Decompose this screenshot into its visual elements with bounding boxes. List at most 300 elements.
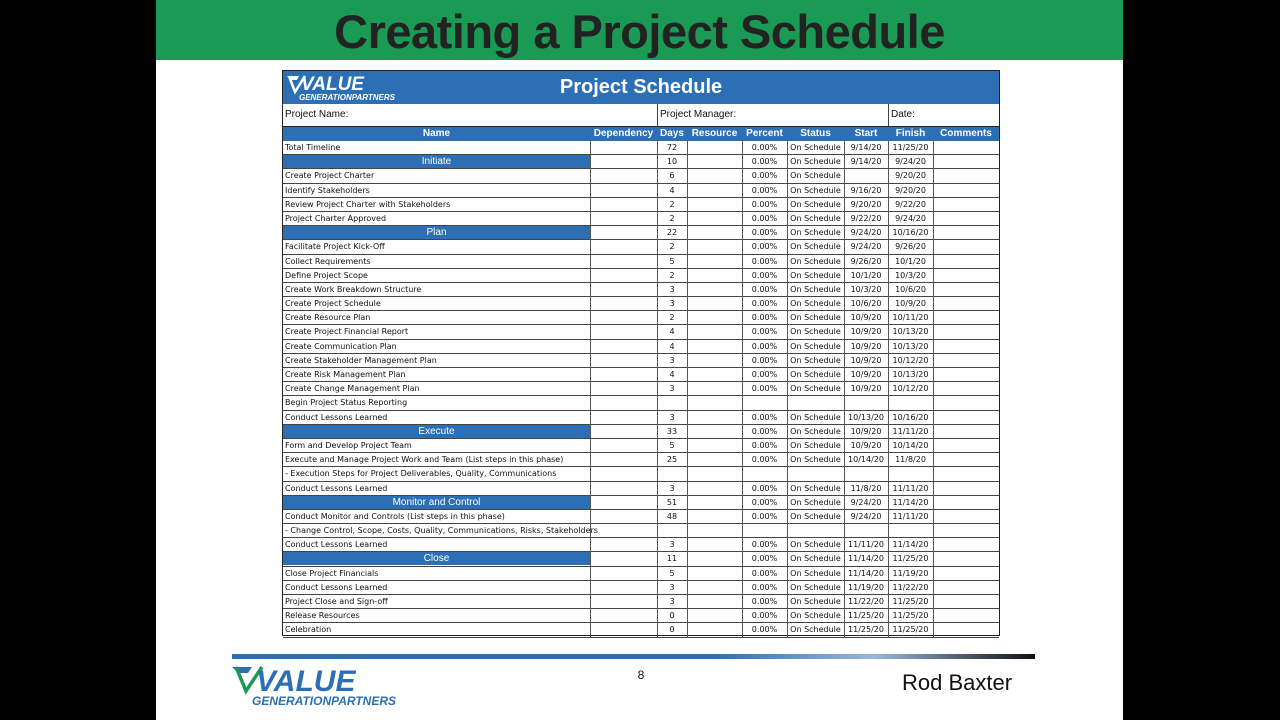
cell-start[interactable]: 10/13/20 xyxy=(848,412,884,422)
table-row xyxy=(283,510,999,524)
cell-start[interactable]: 11/8/20 xyxy=(850,483,882,493)
cell-finish[interactable] xyxy=(888,396,933,409)
cell-days[interactable]: 25 xyxy=(666,455,678,465)
cell-border xyxy=(687,184,688,198)
cell-percent[interactable]: 0.00% xyxy=(751,582,778,592)
cell-status[interactable]: On Schedule xyxy=(790,597,841,606)
table-row xyxy=(283,595,999,609)
cell-name[interactable]: Create Communication Plan xyxy=(285,341,397,351)
cell-finish[interactable]: 10/13/20 xyxy=(892,327,929,337)
cell-border xyxy=(933,198,934,212)
cell-days[interactable]: 48 xyxy=(666,511,678,521)
cell-border xyxy=(687,595,688,609)
cell-status[interactable]: On Schedule xyxy=(790,213,841,223)
cell-start[interactable]: 10/9/20 xyxy=(850,440,882,450)
cell-finish[interactable]: 11/14/20 xyxy=(892,497,929,507)
cell-border xyxy=(590,453,591,467)
cell-days[interactable]: 10 xyxy=(666,157,678,167)
cell-start[interactable]: 10/9/20 xyxy=(850,370,882,379)
cell-border xyxy=(687,524,688,538)
cell-start[interactable]: 9/20/20 xyxy=(850,199,882,209)
cell-border xyxy=(933,340,934,354)
cell-name[interactable]: Form and Develop Project Team xyxy=(285,440,412,450)
cell-border xyxy=(590,212,591,226)
cell-start[interactable] xyxy=(844,524,888,537)
cell-border xyxy=(687,226,688,240)
cell-name[interactable]: Close Project Financials xyxy=(285,568,379,578)
cell-border xyxy=(933,255,934,269)
cell-days[interactable]: 3 xyxy=(669,582,675,592)
cell-name[interactable]: Review Project Charter with Stakeholders xyxy=(285,199,451,209)
cell-days[interactable]: 11 xyxy=(666,554,678,564)
cell-percent[interactable]: 0.00% xyxy=(751,228,778,238)
table-row xyxy=(283,538,999,552)
cell-percent[interactable]: 0.00% xyxy=(751,511,778,521)
footer-logo-sub: GENERATIONPARTNERS xyxy=(252,694,397,708)
cell-border xyxy=(933,283,934,297)
project-name-field[interactable]: Project Name: xyxy=(283,104,658,126)
cell-status[interactable]: On Schedule xyxy=(790,299,841,309)
cell-finish[interactable]: 9/24/20 xyxy=(895,213,926,223)
cell-finish[interactable]: 11/11/20 xyxy=(892,426,929,436)
cell-finish[interactable]: 11/25/20 xyxy=(892,597,929,606)
cell-start[interactable]: 9/14/20 xyxy=(850,157,882,167)
cell-name[interactable]: Initiate xyxy=(283,155,590,168)
cell-name[interactable]: Create Risk Management Plan xyxy=(285,370,406,379)
cell-percent[interactable]: 0.00% xyxy=(751,412,778,422)
cell-status[interactable] xyxy=(787,524,844,537)
cell-finish[interactable] xyxy=(888,524,933,537)
cell-percent[interactable]: 0.00% xyxy=(751,341,778,351)
cell-border xyxy=(687,482,688,496)
cell-finish[interactable]: 11/11/20 xyxy=(892,483,929,493)
cell-name[interactable]: - Execution Steps for Project Deliverables, Quality, Communications xyxy=(285,469,557,479)
col-comments: Comments xyxy=(940,128,992,139)
table-row xyxy=(283,141,999,155)
cell-status[interactable]: On Schedule xyxy=(790,242,841,252)
cell-border xyxy=(687,581,688,595)
sheet-logo-sub: GENERATIONPARTNERS xyxy=(299,93,396,102)
cell-name[interactable]: Identify Stakeholders xyxy=(285,185,370,195)
cell-status[interactable]: On Schedule xyxy=(790,455,841,465)
slide xyxy=(156,0,1123,720)
cell-percent[interactable]: 0.00% xyxy=(751,171,778,181)
project-manager-field[interactable]: Project Manager: xyxy=(658,104,889,126)
cell-status[interactable]: On Schedule xyxy=(790,370,841,379)
cell-percent[interactable]: 0.00% xyxy=(751,597,778,606)
cell-percent[interactable]: 0.00% xyxy=(751,242,778,252)
cell-finish[interactable]: 11/14/20 xyxy=(892,540,929,550)
cell-border xyxy=(590,538,591,552)
table-row xyxy=(283,212,999,226)
cell-border xyxy=(687,340,688,354)
cell-name[interactable]: Create Stakeholder Management Plan xyxy=(285,355,437,365)
cell-start[interactable]: 11/14/20 xyxy=(848,568,884,578)
cell-border xyxy=(933,311,934,325)
cell-name[interactable]: Create Project Financial Report xyxy=(285,327,409,337)
cell-finish[interactable]: 10/11/20 xyxy=(892,313,929,323)
cell-border xyxy=(687,155,688,169)
sheet-header xyxy=(283,71,999,104)
cell-name[interactable]: Project Charter Approved xyxy=(285,213,387,223)
cell-status[interactable]: On Schedule xyxy=(790,540,841,550)
cell-finish[interactable]: 10/14/20 xyxy=(892,440,929,450)
cell-start[interactable]: 9/24/20 xyxy=(850,497,882,507)
cell-start[interactable]: 9/22/20 xyxy=(850,213,882,223)
date-field[interactable]: Date: xyxy=(891,109,915,120)
cell-percent[interactable]: 0.00% xyxy=(751,213,778,223)
cell-border xyxy=(933,382,934,396)
cell-name[interactable]: Release Resources xyxy=(285,611,360,621)
cell-days[interactable]: 72 xyxy=(666,143,678,152)
cell-status[interactable]: On Schedule xyxy=(790,625,841,635)
cell-name[interactable]: Execute and Manage Project Work and Team (List steps in this phase) xyxy=(285,455,564,465)
col-name: Name xyxy=(422,128,451,139)
cell-finish[interactable]: 11/8/20 xyxy=(895,455,926,465)
cell-border xyxy=(933,411,934,425)
cell-status[interactable]: On Schedule xyxy=(790,313,841,323)
cell-start[interactable]: 9/24/20 xyxy=(850,228,882,238)
cell-percent[interactable]: 0.00% xyxy=(751,568,778,578)
cell-status[interactable]: On Schedule xyxy=(790,355,841,365)
cell-status[interactable]: On Schedule xyxy=(790,228,841,238)
cell-start[interactable] xyxy=(844,467,888,480)
cell-border xyxy=(590,226,591,240)
cell-percent[interactable]: 0.00% xyxy=(751,299,778,309)
cell-start[interactable]: 11/22/20 xyxy=(848,597,884,606)
cell-border xyxy=(933,595,934,609)
cell-percent[interactable]: 0.00% xyxy=(751,284,778,294)
cell-finish[interactable]: 11/22/20 xyxy=(892,582,929,592)
cell-status[interactable]: On Schedule xyxy=(790,497,841,507)
cell-name[interactable]: Conduct Monitor and Controls (List steps in this phase) xyxy=(285,511,505,521)
cell-status[interactable]: On Schedule xyxy=(790,384,841,394)
cell-start[interactable]: 10/6/20 xyxy=(850,299,882,309)
cell-start[interactable]: 11/14/20 xyxy=(848,554,884,564)
cell-name[interactable]: Celebration xyxy=(285,625,332,635)
cell-status[interactable]: On Schedule xyxy=(790,440,841,450)
cell-days[interactable]: 3 xyxy=(669,284,675,294)
cell-days[interactable]: 51 xyxy=(666,497,678,507)
cell-name[interactable]: Conduct Lessons Learned xyxy=(285,483,388,493)
footer-logo-word: VALUE xyxy=(256,665,356,698)
cell-days[interactable]: 2 xyxy=(669,213,675,223)
cell-border xyxy=(933,439,934,453)
cell-border xyxy=(933,567,934,581)
cell-percent[interactable]: 0.00% xyxy=(751,327,778,337)
cell-border xyxy=(687,609,688,623)
cell-name[interactable]: Monitor and Control xyxy=(283,496,590,509)
cell-start[interactable]: 11/25/20 xyxy=(848,625,884,635)
footer-divider xyxy=(232,654,1035,659)
cell-days[interactable]: 33 xyxy=(666,426,678,436)
cell-status[interactable]: On Schedule xyxy=(790,426,841,436)
col-resource: Resource xyxy=(691,128,738,139)
cell-border xyxy=(590,482,591,496)
cell-name[interactable]: Create Project Charter xyxy=(285,171,375,181)
cell-finish[interactable]: 11/19/20 xyxy=(892,568,929,578)
cell-percent[interactable]: 0.00% xyxy=(751,355,778,365)
cell-finish[interactable]: 9/20/20 xyxy=(895,185,926,195)
cell-name[interactable]: Conduct Lessons Learned xyxy=(285,582,388,592)
cell-start[interactable]: 10/9/20 xyxy=(850,426,882,436)
cell-name[interactable]: Create Work Breakdown Structure xyxy=(285,284,422,294)
cell-percent[interactable] xyxy=(742,467,787,480)
col-percent: Percent xyxy=(746,128,783,139)
cell-border xyxy=(590,141,591,155)
cell-border xyxy=(933,496,934,510)
cell-days[interactable]: 4 xyxy=(669,370,675,379)
cell-border xyxy=(687,411,688,425)
cell-percent[interactable] xyxy=(742,396,787,409)
cell-finish[interactable]: 10/12/20 xyxy=(892,355,929,365)
cell-status[interactable]: On Schedule xyxy=(790,568,841,578)
table-row xyxy=(283,453,999,467)
cell-status[interactable] xyxy=(787,396,844,409)
cell-finish[interactable]: 9/20/20 xyxy=(895,171,926,181)
cell-finish[interactable]: 10/9/20 xyxy=(895,299,926,309)
cell-start[interactable]: 10/9/20 xyxy=(850,327,882,337)
table-row xyxy=(283,368,999,382)
cell-days[interactable] xyxy=(657,396,687,409)
cell-border xyxy=(687,538,688,552)
cell-border xyxy=(590,368,591,382)
table-row xyxy=(283,198,999,212)
cell-name[interactable]: Collect Requirements xyxy=(285,256,371,266)
cell-name[interactable]: Close xyxy=(283,552,590,565)
cell-percent[interactable]: 0.00% xyxy=(751,455,778,465)
cell-percent[interactable]: 0.00% xyxy=(751,497,778,507)
cell-border xyxy=(933,297,934,311)
cell-days[interactable]: 3 xyxy=(669,483,675,493)
cell-finish[interactable]: 10/16/20 xyxy=(892,412,929,422)
cell-border xyxy=(687,453,688,467)
phase-row xyxy=(283,496,999,510)
cell-finish[interactable]: 10/12/20 xyxy=(892,384,929,394)
cell-name[interactable]: Project Close and Sign-off xyxy=(285,597,388,606)
cell-start[interactable]: 10/14/20 xyxy=(848,455,884,465)
cell-status[interactable]: On Schedule xyxy=(790,157,841,167)
cell-name[interactable]: Create Change Management Plan xyxy=(285,384,420,394)
cell-start[interactable]: 11/25/20 xyxy=(848,611,884,621)
cell-border xyxy=(933,354,934,368)
cell-percent[interactable]: 0.00% xyxy=(751,426,778,436)
cell-percent[interactable]: 0.00% xyxy=(751,143,778,152)
cell-percent[interactable]: 0.00% xyxy=(751,611,778,621)
cell-days[interactable]: 2 xyxy=(669,242,675,252)
cell-name[interactable]: Begin Project Status Reporting xyxy=(285,398,408,408)
cell-days[interactable]: 4 xyxy=(669,341,675,351)
cell-percent[interactable]: 0.00% xyxy=(751,384,778,394)
cell-name[interactable]: Execute xyxy=(283,425,590,438)
cell-status[interactable] xyxy=(787,467,844,480)
cell-border xyxy=(687,240,688,254)
cell-days[interactable]: 0 xyxy=(669,611,675,621)
cell-border xyxy=(687,368,688,382)
cell-days[interactable]: 4 xyxy=(669,327,675,337)
cell-percent[interactable]: 0.00% xyxy=(751,554,778,564)
page-number: 8 xyxy=(637,668,645,682)
cell-percent[interactable]: 0.00% xyxy=(751,199,778,209)
cell-start[interactable]: 10/9/20 xyxy=(850,384,882,394)
cell-name[interactable]: Create Resource Plan xyxy=(285,313,371,323)
cell-status[interactable]: On Schedule xyxy=(790,554,841,564)
cell-status[interactable]: On Schedule xyxy=(790,483,841,493)
cell-start[interactable]: 9/24/20 xyxy=(850,511,882,521)
cell-finish[interactable]: 11/25/20 xyxy=(892,625,929,635)
cell-percent[interactable]: 0.00% xyxy=(751,370,778,379)
cell-border xyxy=(590,623,591,637)
cell-start[interactable]: 9/24/20 xyxy=(850,242,882,252)
cell-finish[interactable]: 9/26/20 xyxy=(895,242,926,252)
cell-percent[interactable]: 0.00% xyxy=(751,157,778,167)
cell-days[interactable]: 3 xyxy=(669,355,675,365)
cell-start[interactable]: 9/14/20 xyxy=(850,143,882,152)
cell-start[interactable] xyxy=(844,169,888,182)
table-row xyxy=(283,581,999,595)
cell-days[interactable]: 0 xyxy=(669,625,675,635)
cell-name[interactable]: Create Project Schedule xyxy=(285,299,381,309)
cell-days[interactable]: 3 xyxy=(669,412,675,422)
cell-days[interactable]: 3 xyxy=(669,299,675,309)
cell-name[interactable]: Total Timeline xyxy=(285,143,341,152)
cell-days[interactable]: 2 xyxy=(669,270,675,280)
cell-name[interactable]: Plan xyxy=(283,226,590,239)
cell-border xyxy=(590,595,591,609)
cell-status[interactable]: On Schedule xyxy=(790,611,841,621)
cell-finish[interactable]: 9/24/20 xyxy=(895,157,926,167)
cell-finish[interactable]: 10/1/20 xyxy=(895,256,926,266)
col-finish: Finish xyxy=(895,128,926,139)
cell-finish[interactable]: 10/13/20 xyxy=(892,370,929,379)
cell-status[interactable]: On Schedule xyxy=(790,511,841,521)
cell-days[interactable]: 22 xyxy=(666,228,678,238)
cell-finish[interactable]: 11/25/20 xyxy=(892,143,929,152)
cell-percent[interactable] xyxy=(742,524,787,537)
cell-status[interactable]: On Schedule xyxy=(790,185,841,195)
cell-percent[interactable]: 0.00% xyxy=(751,270,778,280)
table-row xyxy=(283,396,999,410)
cell-days[interactable]: 2 xyxy=(669,199,675,209)
cell-status[interactable]: On Schedule xyxy=(790,256,841,266)
sheet-title: Project Schedule xyxy=(559,76,723,98)
cell-percent[interactable]: 0.00% xyxy=(751,256,778,266)
cell-border xyxy=(933,538,934,552)
cell-name[interactable]: - Change Control, Scope, Costs, Quality, Communications, Risks, Stakeholders xyxy=(285,526,598,536)
cell-status[interactable]: On Schedule xyxy=(790,341,841,351)
cell-finish[interactable]: 10/6/20 xyxy=(895,284,926,294)
cell-name[interactable]: Facilitate Project Kick-Off xyxy=(285,242,385,252)
cell-border xyxy=(687,141,688,155)
cell-days[interactable] xyxy=(657,467,687,480)
cell-finish[interactable]: 9/22/20 xyxy=(895,199,926,209)
cell-status[interactable]: On Schedule xyxy=(790,199,841,209)
cell-name[interactable]: Conduct Lessons Learned xyxy=(285,540,388,550)
cell-start[interactable]: 10/9/20 xyxy=(850,355,882,365)
cell-border xyxy=(933,482,934,496)
cell-days[interactable]: 5 xyxy=(669,256,675,266)
cell-border xyxy=(687,255,688,269)
cell-percent[interactable]: 0.00% xyxy=(751,483,778,493)
cell-status[interactable]: On Schedule xyxy=(790,412,841,422)
cell-days[interactable] xyxy=(657,524,687,537)
table-row xyxy=(283,311,999,325)
cell-status[interactable]: On Schedule xyxy=(790,171,841,181)
cell-border xyxy=(590,425,591,439)
cell-percent[interactable]: 0.00% xyxy=(751,540,778,550)
cell-status[interactable]: On Schedule xyxy=(790,284,841,294)
cell-status[interactable]: On Schedule xyxy=(790,327,841,337)
cell-name[interactable]: Define Project Scope xyxy=(285,270,368,280)
title-bar xyxy=(156,0,1123,60)
cell-days[interactable]: 5 xyxy=(669,440,675,450)
table-row xyxy=(283,169,999,183)
cell-days[interactable]: 6 xyxy=(669,171,675,181)
column-header-row xyxy=(283,127,999,141)
cell-start[interactable] xyxy=(844,396,888,409)
col-start: Start xyxy=(854,128,878,139)
cell-percent[interactable]: 0.00% xyxy=(751,440,778,450)
cell-days[interactable]: 3 xyxy=(669,384,675,394)
cell-finish[interactable]: 10/3/20 xyxy=(895,270,926,280)
cell-start[interactable]: 9/16/20 xyxy=(850,185,882,195)
cell-border xyxy=(933,212,934,226)
cell-percent[interactable]: 0.00% xyxy=(751,625,778,635)
table-row xyxy=(283,439,999,453)
cell-percent[interactable]: 0.00% xyxy=(751,313,778,323)
cell-start[interactable]: 9/26/20 xyxy=(850,256,882,266)
cell-percent[interactable]: 0.00% xyxy=(751,185,778,195)
cell-border xyxy=(590,567,591,581)
schedule-rows xyxy=(283,141,999,638)
cell-border xyxy=(933,169,934,183)
cell-border xyxy=(687,354,688,368)
schedule-sheet xyxy=(282,70,1000,636)
col-status: Status xyxy=(800,128,831,139)
cell-start[interactable]: 10/1/20 xyxy=(850,270,882,280)
table-row xyxy=(283,524,999,538)
cell-start[interactable]: 10/3/20 xyxy=(850,284,882,294)
cell-start[interactable]: 11/19/20 xyxy=(848,582,884,592)
presenter-name: Rod Baxter xyxy=(902,670,1013,695)
cell-name[interactable]: Conduct Lessons Learned xyxy=(285,412,388,422)
cell-finish[interactable] xyxy=(888,467,933,480)
cell-finish[interactable]: 10/13/20 xyxy=(892,341,929,351)
table-row xyxy=(283,609,999,623)
cell-days[interactable]: 5 xyxy=(669,568,675,578)
cell-border xyxy=(933,581,934,595)
cell-start[interactable]: 11/11/20 xyxy=(848,540,884,550)
cell-status[interactable]: On Schedule xyxy=(790,143,841,152)
cell-border xyxy=(687,269,688,283)
cell-finish[interactable]: 11/25/20 xyxy=(892,554,929,564)
cell-finish[interactable]: 11/25/20 xyxy=(892,611,929,621)
cell-status[interactable]: On Schedule xyxy=(790,270,841,280)
table-row xyxy=(283,382,999,396)
cell-start[interactable]: 10/9/20 xyxy=(850,313,882,323)
cell-border xyxy=(590,283,591,297)
cell-days[interactable]: 2 xyxy=(669,313,675,323)
cell-border xyxy=(933,368,934,382)
cell-border xyxy=(687,212,688,226)
cell-start[interactable]: 10/9/20 xyxy=(850,341,882,351)
cell-days[interactable]: 3 xyxy=(669,540,675,550)
cell-status[interactable]: On Schedule xyxy=(790,582,841,592)
cell-finish[interactable]: 11/11/20 xyxy=(892,511,929,521)
cell-finish[interactable]: 10/16/20 xyxy=(892,228,929,238)
cell-days[interactable]: 3 xyxy=(669,597,675,606)
cell-days[interactable]: 4 xyxy=(669,185,675,195)
